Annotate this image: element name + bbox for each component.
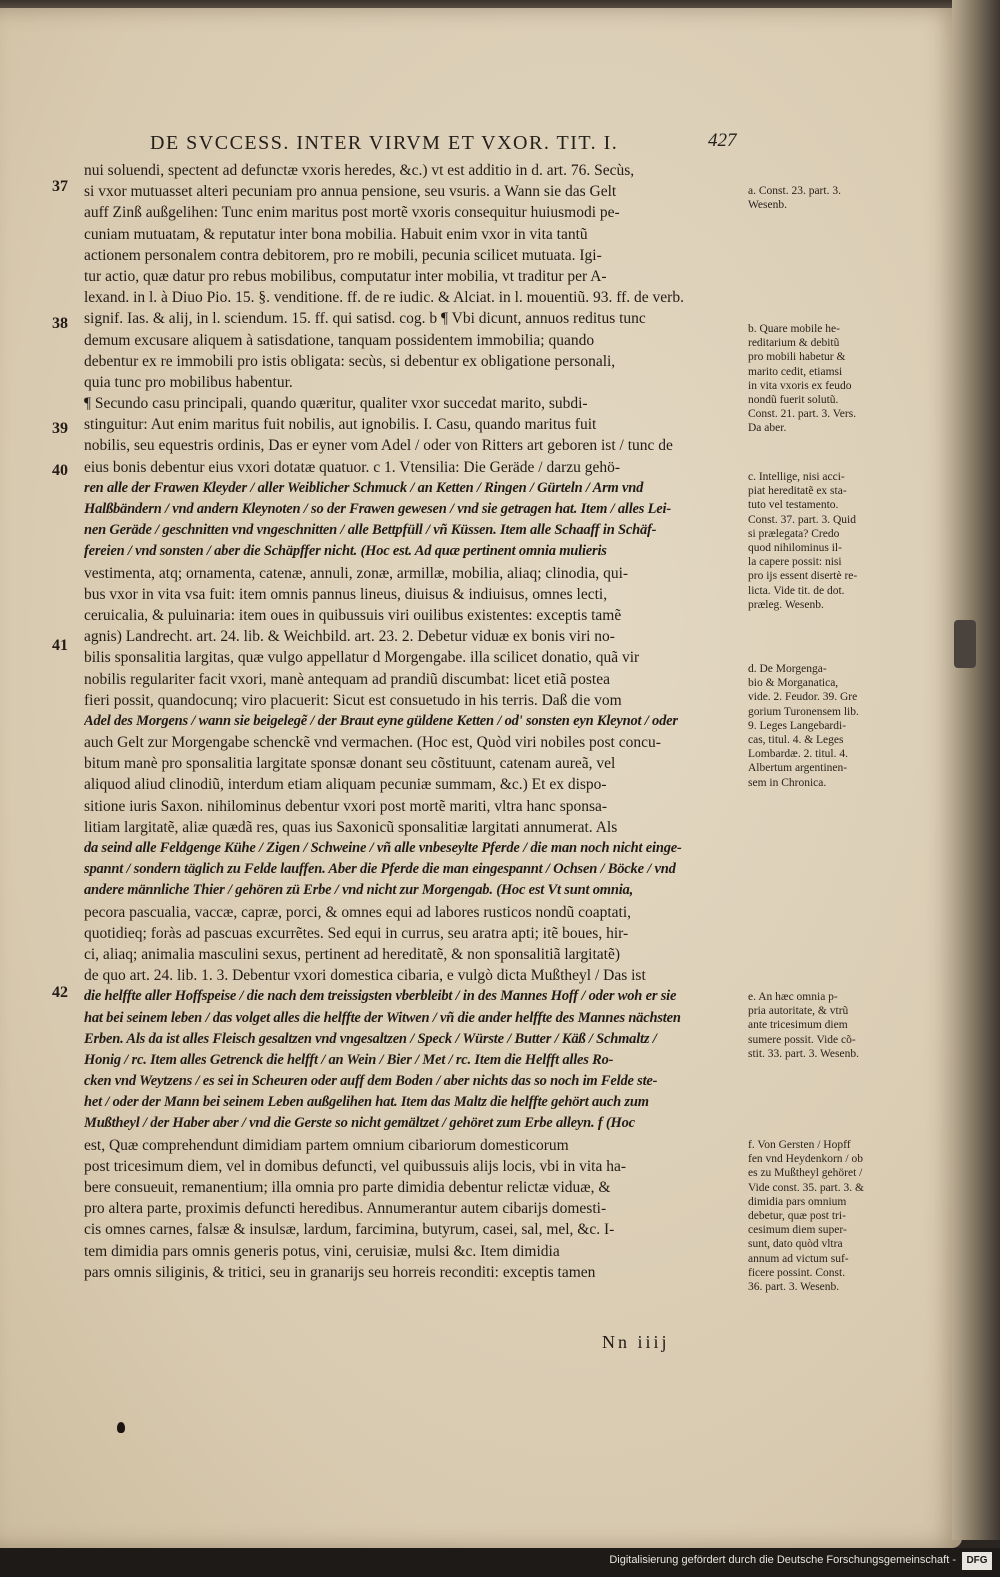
text-line: eius bonis debentur eius vxori dotatæ quatuor. c 1. Vtensilia: Die Geräde / darzu gehö- <box>84 458 621 476</box>
text-line: Honig / rc. Item alles Getrenck die helfft / an Wein / Bier / Met / rc. Item die Helfft alles Ro- <box>84 1051 614 1068</box>
text-line: nui soluendi, spectent ad defunctæ vxoris heredes, &c.) vt est additio in d. art. 76. Secùs, <box>84 162 635 179</box>
margin-note-line: licta. Vide tit. de dot. <box>748 584 845 597</box>
text-line: post tricesimum diem, vel in domibus defuncti, vel quibussuis alijs locis, vbi in vita ha- <box>84 1157 627 1175</box>
margin-note-line: pria autoritate, & vtrũ <box>748 1005 849 1018</box>
line-number: 38 <box>52 315 68 332</box>
margin-note-line: a. Const. 23. part. 3. <box>748 185 841 197</box>
margin-note-line: quod nihilominus il- <box>748 542 842 555</box>
margin-note-b <box>748 322 878 436</box>
text-line: Adel des Morgens / wann sie beigelegẽ / der Braut eyne güldene Ketten / od' sonsten eyn Kleynot / oder <box>84 712 678 729</box>
folio-number: 427 <box>708 130 737 151</box>
text-line: lexand. in l. à Diuo Pio. 15. §. venditione. ff. de re iudic. & Alciat. in l. mouentiũ. 93. ff. de verb. <box>84 289 684 307</box>
text-line: tur actio, quæ datur pro rebus mobilibus, computatur inter mobilia, vt traditur per A- <box>84 267 607 285</box>
margin-note-line: sunt, dato quòd vltra <box>748 1238 843 1251</box>
text-line: fereien / vnd sonsten / aber die Schäpffer nicht. (Hoc est. Ad quæ pertinent omnia mulieris <box>84 543 607 560</box>
margin-note-line: sumere possit. Vide cõ- <box>748 1033 856 1046</box>
margin-note-line: vide. 2. Feudor. 39. Gre <box>748 691 858 704</box>
margin-note-line: marito cedit, etiamsi <box>748 365 843 378</box>
text-line: est, Quæ comprehendunt dimidiam partem omnium cibariorum domesticorum <box>84 1136 569 1154</box>
margin-note-line: pro ijs essent disertè re- <box>748 570 858 583</box>
text-line: nobilis regulariter facit vxori, manè antequam ad prandiũ discumbat: licet etiã postea <box>84 670 610 688</box>
text-line: cis omnes carnes, falsæ & insulsæ, lardum, farcimina, butyrum, casei, sal, mel, &c. I- <box>84 1221 615 1239</box>
line-number: 40 <box>52 462 68 479</box>
text-line: Mußtheyl / der Haber aber / vnd die Gerste so nicht gemältzet / gehöret zum Erbe alleyn. f (Hoc <box>84 1115 635 1132</box>
text-line: bus vxor in vita vsa fuit: item omnis pannus lineus, diuisus & indiuisus, omnes lecti, <box>84 585 608 603</box>
margin-note-line: Da aber. <box>748 422 787 435</box>
margin-note-line: gorium Turonensem lib. <box>748 705 859 718</box>
margin-note-line: Vide const. 35. part. 3. & <box>748 1181 864 1194</box>
margin-note-line: tuto vel testamento. <box>748 499 839 512</box>
margin-note-line: Albertum argentinen- <box>748 762 848 775</box>
margin-note-line: fen vnd Heydenkorn / ob <box>748 1153 863 1166</box>
text-line: actionem personalem contra debitorem, pro re mobili, pecunia scilicet mutuata. Igi- <box>84 246 602 264</box>
text-line: hat bei seinem leben / das volget alles die helffte der Witwen / vñ die ander helffte des Mannes nächsten <box>84 1009 681 1026</box>
margin-note-line: f. Von Gersten / Hopff <box>748 1139 851 1151</box>
text-line: nen Geräde / geschnitten vnd vngeschnitten / alle Bettpfüll / vñ Küssen. Item alle Schaaff in Schäf- <box>84 522 657 539</box>
line-number: 37 <box>52 178 68 195</box>
margin-note-line: cesimum diem super- <box>748 1224 847 1237</box>
text-line: auff Zinß außgelihen: Tunc enim maritus post mortẽ vxoris consequitur huiusmodi pe- <box>84 204 620 222</box>
text-line: Erben. Als da ist alles Fleisch gesaltzen vnd vngesaltzen / Speck / Würste / Butter / Käß / Schmaltz / <box>84 1030 657 1047</box>
margin-note-line: reditarium & debitũ <box>748 337 840 350</box>
margin-note-a <box>748 184 878 212</box>
text-line: ci, aliaq; animalia masculini sexus, pertinent ad hereditatẽ, & non sponsalitiã largitatẽ) <box>84 945 621 963</box>
text-line: vestimenta, atq; ornamenta, catenæ, annuli, zonæ, armillæ, mobilia, aliaq; clinodia, qui- <box>84 564 629 582</box>
margin-note-line: pro mobili habetur & <box>748 351 846 364</box>
margin-note-line: piat hereditatẽ ex sta- <box>748 485 847 498</box>
text-line: litiam largitatẽ, aliæ quædã res, quas ius Saxonicũ sponsalitiæ largitati annumerat. Als <box>84 818 618 836</box>
text-line: si vxor mutuasset alteri pecuniam pro annua pensione, seu vsuris. a Wann sie das Gelt <box>84 183 617 201</box>
margin-note-line: cas, titul. 4. & Leges <box>748 734 844 747</box>
margin-note-line: es zu Mußtheyl gehöret / <box>748 1167 863 1180</box>
margin-note-line: Wesenb. <box>748 199 787 212</box>
book-clip <box>954 620 976 668</box>
text-line: die helffte aller Hoffspeise / die nach dem treissigsten vberbleibt / in des Mannes Hoff / oder woh er sie <box>84 988 677 1005</box>
page-stack-edge <box>952 0 1000 1540</box>
text-line: pecora pascualia, vaccæ, capræ, porci, & omnes equi ad labores rusticos nondũ coaptati, <box>84 903 632 921</box>
margin-note-line: Const. 21. part. 3. Vers. <box>748 408 857 421</box>
text-line: de quo art. 24. lib. 1. 3. Debentur vxori domestica cibaria, e vulgò dicta Mußtheyl / Das ist <box>84 967 646 985</box>
margin-note-line: d. De Morgenga- <box>748 663 827 675</box>
text-line: signif. Ias. & alij, in l. sciendum. 15. ff. qui satisd. cog. b ¶ Vbi dicunt, annuos reditus tunc <box>84 310 646 328</box>
margin-note-line: stit. 33. part. 3. Wesenb. <box>748 1047 859 1060</box>
margin-note-line: præleg. Wesenb. <box>748 598 824 611</box>
text-line: da seind alle Feldgenge Kühe / Zigen / Schweine / vñ alle vnbeseylte Pferde / die man noch nicht einge- <box>84 840 682 856</box>
main-text-column <box>84 160 744 1283</box>
margin-note-line: dimidia pars omnium <box>748 1195 847 1208</box>
running-head: DE SVCCESS. INTER VIRVM ET VXOR. TIT. I. <box>150 132 619 154</box>
margin-note-line: debetur, quæ post tri- <box>748 1210 846 1223</box>
footer-bar <box>0 1548 1000 1577</box>
margin-note-d <box>748 662 878 790</box>
margin-note-line: ficere possint. Const. <box>748 1266 846 1279</box>
margin-note-line: annum ad victum suf- <box>748 1252 849 1265</box>
text-line: cken vnd Weytzens / es sei in Scheuren oder auff dem Boden / aber nichts das so noch im Felde ste- <box>84 1073 658 1090</box>
line-number: 39 <box>52 420 68 437</box>
margin-note-line: Lombardæ. 2. titul. 4. <box>748 748 848 761</box>
text-line: bitum manè pro sponsalitia largitate sponsæ donant seu cõstituunt, catenam aureã, vel <box>84 755 616 773</box>
margin-note-line: e. An hæc omnia p- <box>748 991 838 1003</box>
ink-spot <box>117 1422 125 1433</box>
text-line: ¶ Secundo casu principali, quando quæritur, qualiter vxor succedat marito, subdi- <box>84 395 588 413</box>
text-line: nobilis, seu equestris ordinis, Das er eyner vom Adel / oder von Ritters art geboren ist / tunc de <box>84 437 673 455</box>
margin-note-line: c. Intellige, nisi acci- <box>748 471 845 483</box>
margin-note-line: in vita vxoris ex feudo <box>748 379 852 392</box>
text-line: quia tunc pro mobilibus habentur. <box>84 373 293 391</box>
margin-note-line: b. Quare mobile he- <box>748 323 840 335</box>
line-number: 42 <box>52 984 68 1001</box>
text-line: ren alle der Frawen Kleyder / aller Weiblicher Schmuck / an Ketten / Ringen / Gürteln / Arm vnd <box>84 479 644 496</box>
text-line: auch Gelt zur Morgengabe schenckẽ vnd vermachen. (Hoc est, Quòd viri nobiles post concu- <box>84 734 661 752</box>
text-line: tem dimidia pars omnis generis potus, vini, ceruisiæ, mulsi &c. Item dimidia <box>84 1242 560 1260</box>
text-line: stinguitur: Aut enim maritus fuit nobilis, aut ignobilis. I. Casu, quando maritus fuit <box>84 416 597 434</box>
margin-note-e <box>748 990 878 1061</box>
margin-note-line: bio & Morganatica, <box>748 677 839 690</box>
text-line: quotidieq; foràs ad pascuas excurrẽtes. Sed equi in currus, seu aratra apti; itẽ boues, hir- <box>84 924 629 942</box>
text-line: pars omnis siliginis, & tritici, seu in granarijs seu horreis reconditi: exceptis tamen <box>84 1263 596 1281</box>
margin-note-line: nondũ fuerit solutũ. <box>748 394 839 407</box>
margin-note-line: Const. 37. part. 3. Quid <box>748 513 856 526</box>
text-line: aliquod aliud clinodiũ, interdum etiam aliquam pecuniæ summam, &c.) Et ex dispo- <box>84 776 607 794</box>
text-line: fieri possit, quandocunq; viro placuerit: Sicut est consuetudo in his terris. Daß die vom <box>84 691 622 709</box>
margin-note-line: si prælegata? Credo <box>748 527 840 540</box>
margin-note-c <box>748 470 878 612</box>
text-line: Halßbändern / vnd andern Kleynoten / so der Frawen gewesen / vnd sie getragen hat. Item / alles Lei- <box>84 501 671 517</box>
text-line: agnis) Landrecht. art. 24. lib. & Weichbild. art. 23. 2. Debetur viduæ ex bonis viri no- <box>84 628 615 646</box>
margin-note-line: 36. part. 3. Wesenb. <box>748 1281 840 1294</box>
text-line: ceruicalia, & puluinaria: item oues in quibussuis viri ouilibus existentes: exceptis tamẽ <box>84 606 622 624</box>
dfg-logo: DFG <box>962 1552 992 1570</box>
text-line: bilis sponsalitia largitas, quæ vulgo appellatur d Morgengabe. illa scilicet donatio, quã vir <box>84 649 640 667</box>
margin-note-line: ante tricesimum diem <box>748 1019 848 1032</box>
margin-note-line: sem in Chronica. <box>748 776 827 789</box>
signature-mark: Nn iiij <box>602 1332 670 1352</box>
margin-note-line: 9. Leges Langebardi- <box>748 719 847 732</box>
text-line: demum excusare aliquem à satisdatione, tanquam possidentem immobilia; quando <box>84 331 595 349</box>
line-number: 41 <box>52 637 68 654</box>
text-line: cuniam mutuatam, & reputatur inter bona mobilia. Habuit enim vxor in vita tantũ <box>84 225 588 243</box>
margin-note-line: la capere possit: nisi <box>748 556 842 569</box>
text-line: andere männliche Thier / gehören zü Erbe / vnd nicht zur Morgengab. (Hoc est Vt sunt omnia, <box>84 882 633 899</box>
text-line: debentur ex re immobili pro istis obligata: secùs, si debentur ex obligatione personali, <box>84 352 616 370</box>
funding-notice: Digitalisierung gefördert durch die Deutsche Forschungsgemeinschaft - <box>609 1554 956 1566</box>
text-line: sitione iuris Saxon. nihilominus debentur vxori post mortẽ mariti, vltra hanc sponsa- <box>84 797 608 815</box>
text-line: pro altera parte, proximis defuncti heredibus. Annumerantur autem cibarijs domesti- <box>84 1200 607 1218</box>
text-line: spannt / sondern täglich zu Felde lauffen. Aber die Pferde die man eingespannt / Ochsen / Böcke / vnd <box>84 861 676 878</box>
text-line: bere consueuit, remanentium; illa omnia pro parte dimidia debentur relictæ viduæ, & <box>84 1179 611 1196</box>
margin-note-f <box>748 1138 878 1294</box>
text-line: het / oder der Mann bei seinem Leben außgelihen hat. Item das Maltz die helffte gehört auch zum <box>84 1094 649 1111</box>
